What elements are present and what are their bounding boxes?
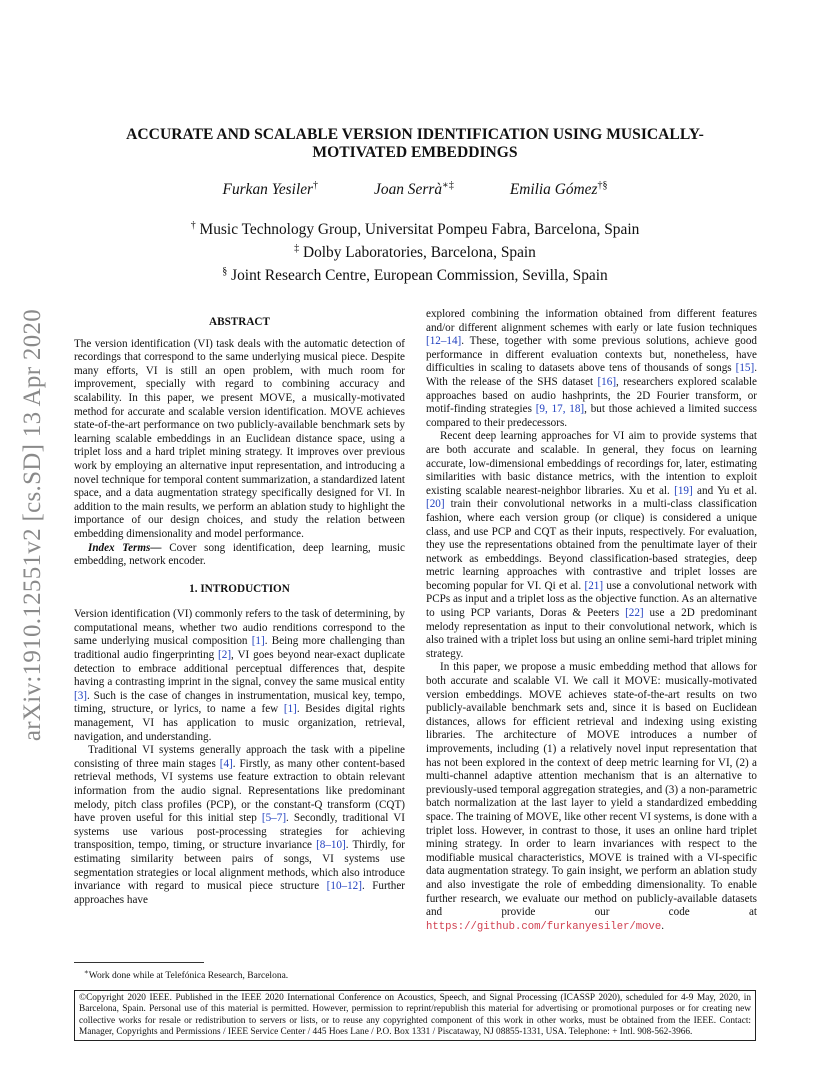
citation[interactable]: [19]	[674, 484, 693, 497]
code-repository-link[interactable]: https://github.com/furkanyesiler/move	[426, 920, 662, 933]
citation[interactable]: [16]	[597, 375, 617, 388]
citation[interactable]: [12–14]	[426, 335, 462, 348]
citation[interactable]: [3]	[74, 689, 87, 702]
citation[interactable]: [9, 17, 18]	[535, 403, 585, 416]
citation[interactable]: [15]	[735, 362, 755, 375]
intro-paragraph-1: Version identification (VI) commonly refers to the task of determining, by computational means, whether two audio renditions correspond to the same underlying musical composition [1]. Being more challenging than traditional audio fingerprinting [2], VI goes beyond near-exact duplicate detection to embrace additional perceptual differences that, despite having a contrasting imprint in the signal, convey the same musical entity [3]. Such is the case of changes in instrumentation, musical key, tempo, timing, structure, or lyrics, to name a few [1]. Besides digital rights management, VI has application to music organization, retrieval, navigation, and understanding.	[74, 608, 406, 743]
arxiv-identifier: arXiv:1910.12551v2 [cs.SD] 13 Apr 2020	[19, 308, 47, 742]
citation[interactable]: [1]	[283, 703, 297, 716]
citation[interactable]: [21]	[584, 579, 604, 592]
abstract-heading: ABSTRACT	[209, 316, 270, 328]
footnote: ∗Work done while at Telefónica Research, Barcelona.	[84, 968, 289, 982]
author: Furkan Yesiler†	[222, 180, 319, 199]
citation[interactable]: [1]	[251, 635, 265, 648]
citation[interactable]: [10–12]	[326, 880, 362, 893]
left-column	[74, 316, 405, 907]
affiliation-list	[90, 216, 740, 285]
author: Emilia Gómez†§	[509, 180, 608, 199]
arxiv-stamp	[12, 290, 54, 760]
intro-paragraph-2: Traditional VI systems generally approach the task with a pipeline consisting of three main stages [4]. Firstly, as many other content-based retrieval methods, VI systems use feature extraction to obtain relevant information from the audio signal. Representations like predominant melody, pitch class profiles (PCP), or the constant-Q transform (CQT) have proven useful for this initial step [5–7]. Secondly, traditional VI systems use various post-processing strategies for achieving transposition, tempo, timing, or structure invariance [8–10]. Thirdly, for estimating similarity between pairs of songs, VI systems use segmentation strategies or local alignment methods, which also introduce invariance with regard to musical piece structure [10–12]. Further approaches have	[74, 744, 406, 906]
author-list	[90, 180, 740, 199]
intro-paragraph-4: Recent deep learning approaches for VI aim to provide systems that are both accurate and scalable. In general, they focus on learning accurate, low-dimensional embeddings of recordings for, later, estimating similarities with basic distance metrics, with the intention to exploit existing scalable nearest-neighbor libraries. Xu et al. [19] and Yu et al. [20] train their convolutional networks in a multi-class classification fashion, where each version group (or clique) is considered a unique class, and use PCP and CQT as their inputs, respectively. For evaluation, they use the representations obtained from the penultimate layer of their network as embeddings. Beyond classification-based strategies, deep metric learning approaches with contrastive and triplet losses are becoming popular for VI. Qi et al. [21] use a convolutional network with PCPs as input and a triplet loss as the objective function. As an alternative to using PCP variants, Doras & Peeters [22] use a 2D predominant melody representation as input to their convolutional network, which is also trained with a triplet loss but using an online semi-hard triplet mining strategy.	[426, 430, 758, 660]
citation[interactable]: [8–10]	[316, 839, 346, 852]
intro-paragraph-3: explored combining the information obtained from different features and/or different alignment schemes with early or late fusion techniques [12–14]. These, together with some previous solutions, achieve good performance in different evaluation contexts but, nonetheless, have difficulties in scaling to datasets above tens of thousands of songs [15]. With the release of the SHS dataset [16], researchers explored scalable approaches based on audio hashprints, the 2D Fourier transform, or motif-finding strategies [9, 17, 18], but those achieved a limited success compared to their predecessors.	[426, 308, 757, 429]
citation[interactable]: [4]	[219, 757, 233, 770]
affiliation: † Music Technology Group, Universitat Pompeu Fabra, Barcelona, Spain	[190, 220, 640, 239]
copyright-notice: ©Copyright 2020 IEEE. Published in the IEEE 2020 International Conference on Acoustics, Speech, and Signal Processing (ICASSP 2020), scheduled for 4-9 May, 2020, in Barcelona, Spain. Personal use of this material is permitted. However, permission to reprint/republish this material for advertising or promotional purposes or for creating new collective works for resale or redistribution to servers or lists, or to reuse any copyrighted component of this work in other works, must be obtained from the IEEE. Contact: Manager, Copyrights and Permissions / IEEE Service Center / 445 Hoes Lane / P.O. Box 1331 / Piscataway, NJ 08855-1331, USA. Telephone: + Intl. 908-562-3966.	[74, 990, 756, 1041]
affiliation: § Joint Research Centre, European Commission, Sevilla, Spain	[222, 266, 608, 285]
paper-title: ACCURATE AND SCALABLE VERSION IDENTIFICATION USING MUSICALLY-MOTIVATED EMBEDDINGS	[126, 126, 704, 161]
index-terms-label: Index Terms—	[88, 541, 162, 554]
intro-paragraph-5: In this paper, we propose a music embedding method that allows for both accurate and scalable VI. We call it MOVE: musically-motivated version embeddings. MOVE achieves state-of-the-art results on two publicly-available benchmark sets and, since it is based on Euclidean distances, allows for efficient retrieval and indexing using existing libraries. The architecture of MOVE introduces a number of improvements, including (1) a relatively novel input representation that has not been explored in the context of deep metric learning for VI, (2) a multi-channel adaptive attention mechanism that is an alternative to previously-used temporal aggregation strategies, and (3) a non-parametric batch normalization at the last layer to yield a standardized embedding space. The training of MOVE, like other recent VI systems, is done with a triplet loss. However, in contrast to those, it uses an online hard triplet mining strategy. In order to learn invariances with respect to the modifiable musical characteristics, MOVE is trained with a VI-specific data augmentation strategy. To gain insight, we perform an ablation study and also investigate the role of embedding dimensionality. To enable further research, we evaluate our method on publicly-available datasets and provide our code at https://github.com/furkanyesiler/move.	[426, 661, 757, 933]
affiliation: ‡ Dolby Laboratories, Barcelona, Spain	[294, 243, 536, 262]
index-terms: Index Terms— Cover song identification, deep learning, music embedding, network encoder.	[74, 541, 406, 568]
citation[interactable]: [5–7]	[261, 812, 287, 825]
citation[interactable]: [2]	[218, 649, 232, 662]
section-heading-introduction: 1. INTRODUCTION	[189, 582, 290, 595]
abstract-text: The version identification (VI) task deals with the automatic detection of recordings that correspond to the same underlying musical piece. Despite many efforts, VI is still an open problem, with much room for improvement, specially with regard to combining accuracy and scalability. In this paper, we present MOVE, a musically-motivated method for accurate and scalable version identification. MOVE achieves state-of-the-art performance on two publicly-available benchmark sets by learning scalable embeddings in an Euclidean distance space, using a triplet loss and a hard triplet mining strategy. It improves over previous work by employing an alternative input representation, and introducing a novel technique for temporal content summarization, a standardized latent space, and a data augmentation strategy specifically designed for VI. In addition to the main results, we perform an ablation study to highlight the importance of our design choices, and study the relation between embedding dimensionality and model performance.	[74, 337, 405, 540]
author: Joan Serrà∗‡	[374, 180, 454, 199]
citation[interactable]: [22]	[625, 607, 644, 620]
footnote-rule	[74, 962, 204, 963]
right-column	[426, 308, 757, 934]
citation[interactable]: [20]	[426, 498, 445, 511]
